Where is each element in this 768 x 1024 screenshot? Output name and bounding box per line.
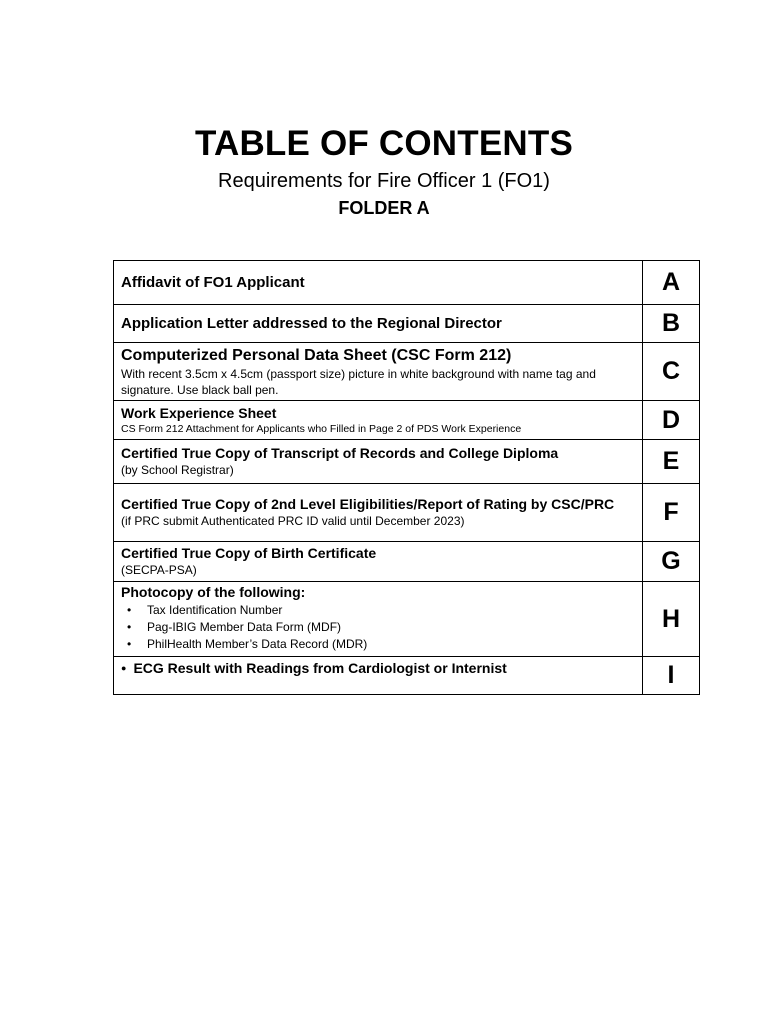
row-note: (SECPA-PSA) xyxy=(121,563,197,577)
row-letter: B xyxy=(643,305,700,343)
row-description xyxy=(114,657,643,695)
row-letter: D xyxy=(643,401,700,440)
row-letter: A xyxy=(643,261,700,305)
table-row xyxy=(114,261,700,305)
row-description xyxy=(114,343,643,401)
row-note: (by School Registrar) xyxy=(121,463,234,477)
row-description xyxy=(114,582,643,657)
row-note: (if PRC submit Authenticated PRC ID valid until December 2023) xyxy=(121,514,465,528)
photocopy-list xyxy=(121,602,636,653)
row-letter: G xyxy=(643,542,700,582)
row-description xyxy=(114,261,643,305)
row-description xyxy=(114,440,643,484)
row-description xyxy=(114,305,643,343)
row-description xyxy=(114,401,643,440)
row-note: With recent 3.5cm x 4.5cm (passport size) picture in white background with name tag and signature. Use black ball pen. xyxy=(121,366,596,397)
table-row xyxy=(114,440,700,484)
list-item: • Tax Identification Number xyxy=(147,602,636,619)
contents-table xyxy=(113,260,700,695)
row-description xyxy=(114,542,643,582)
list-item: • Pag-IBIG Member Data Form (MDF) xyxy=(147,619,636,636)
table-row xyxy=(114,484,700,542)
row-description xyxy=(114,484,643,542)
table-row xyxy=(114,657,700,695)
row-title: Photocopy of the following: xyxy=(121,584,306,600)
row-title: Application Letter addressed to the Regional Director xyxy=(121,315,502,332)
row-title: Computerized Personal Data Sheet (CSC Form 212) xyxy=(121,346,512,364)
table-row xyxy=(114,343,700,401)
row-title: Work Experience Sheet xyxy=(121,404,277,421)
row-letter: C xyxy=(643,343,700,401)
table-row xyxy=(114,305,700,343)
page-title: TABLE OF CONTENTS xyxy=(194,124,573,163)
row-title: Affidavit of FO1 Applicant xyxy=(121,274,305,291)
list-item: • PhilHealth Member’s Data Record (MDR) xyxy=(147,636,636,653)
table-row xyxy=(114,542,700,582)
table-row xyxy=(114,401,700,440)
row-title: ● ECG Result with Readings from Cardiologist or Internist xyxy=(121,660,636,677)
row-title: Certified True Copy of Birth Certificate xyxy=(121,545,377,561)
row-letter: I xyxy=(643,657,700,695)
row-letter: E xyxy=(643,440,700,484)
row-letter: F xyxy=(643,484,700,542)
row-title: Certified True Copy of 2nd Level Eligibilities/Report of Rating by CSC/PRC xyxy=(121,496,615,512)
row-letter: H xyxy=(643,582,700,657)
table-row xyxy=(114,582,700,657)
row-note: CS Form 212 Attachment for Applicants who Filled in Page 2 of PDS Work Experience xyxy=(121,422,522,435)
row-title: Certified True Copy of Transcript of Records and College Diploma xyxy=(121,445,559,461)
page-subtitle: Requirements for Fire Officer 1 (FO1) xyxy=(218,170,550,192)
folder-label: FOLDER A xyxy=(338,198,430,218)
